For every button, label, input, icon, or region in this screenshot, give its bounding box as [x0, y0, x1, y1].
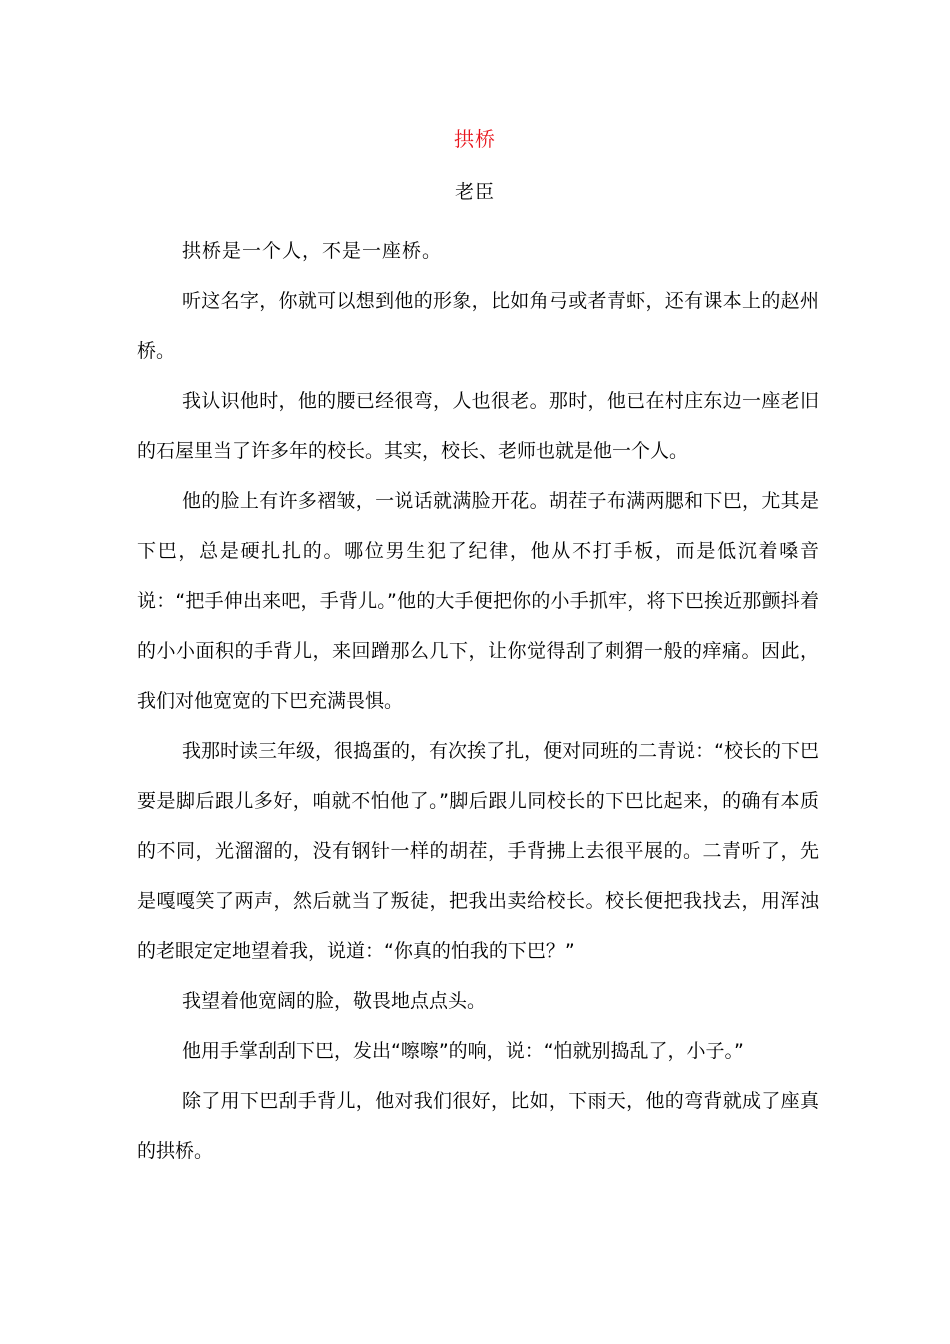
paragraph-4: 他的脸上有许多褶皱，一说话就满脸开花。胡茬子布满两腮和下巴，尤其是下巴，总是硬扎扎的。哪位男生犯了纪律，他从不打手板，而是低沉着嗓音说：“把手伸出来吧，手背儿。”他的大手便把你的小手抓牢，将下巴挨近那颤抖着的小小面积的手背儿，来回蹭那么几下，让你觉得刮了刺猬一般的痒痛。因此，我们对他宽宽的下巴充满畏惧。 [137, 490, 819, 712]
paragraph-3: 我认识他时，他的腰已经很弯，人也很老。那时，他已在村庄东边一座老旧的石屋里当了许多年的校长。其实，校长、老师也就是他一个人。 [137, 390, 819, 462]
paragraph-1: 拱桥是一个人，不是一座桥。 [182, 240, 443, 262]
paragraph-5: 我那时读三年级，很捣蛋的，有次挨了扎，便对同班的二青说：“校长的下巴要是脚后跟儿多好，咱就不怕他了。”脚后跟儿同校长的下巴比起来，的确有本质的不同，光溜溜的，没有钢针一样的胡茬，手背拂上去很平展的。二青听了，先是嘎嘎笑了两声，然后就当了叛徒，把我出卖给校长。校长便把我找去，用浑浊的老眼定定地望着我，说道：“你真的怕我的下巴？” [137, 740, 819, 962]
paragraph-8: 除了用下巴刮手背儿，他对我们很好，比如，下雨天，他的弯背就成了座真的拱桥。 [137, 1090, 819, 1162]
document-title: 拱桥 [454, 127, 496, 151]
paragraph-6: 我望着他宽阔的脸，敬畏地点点头。 [182, 990, 487, 1012]
document-author: 老臣 [454, 181, 495, 203]
paragraph-2: 听这名字，你就可以想到他的形象，比如角弓或者青虾，还有课本上的赵州桥。 [137, 290, 819, 362]
document-body [137, 226, 819, 1176]
paragraph-7: 他用手掌刮刮下巴，发出“嚓嚓”的响，说：“怕就别捣乱了，小子。” [182, 1040, 744, 1062]
